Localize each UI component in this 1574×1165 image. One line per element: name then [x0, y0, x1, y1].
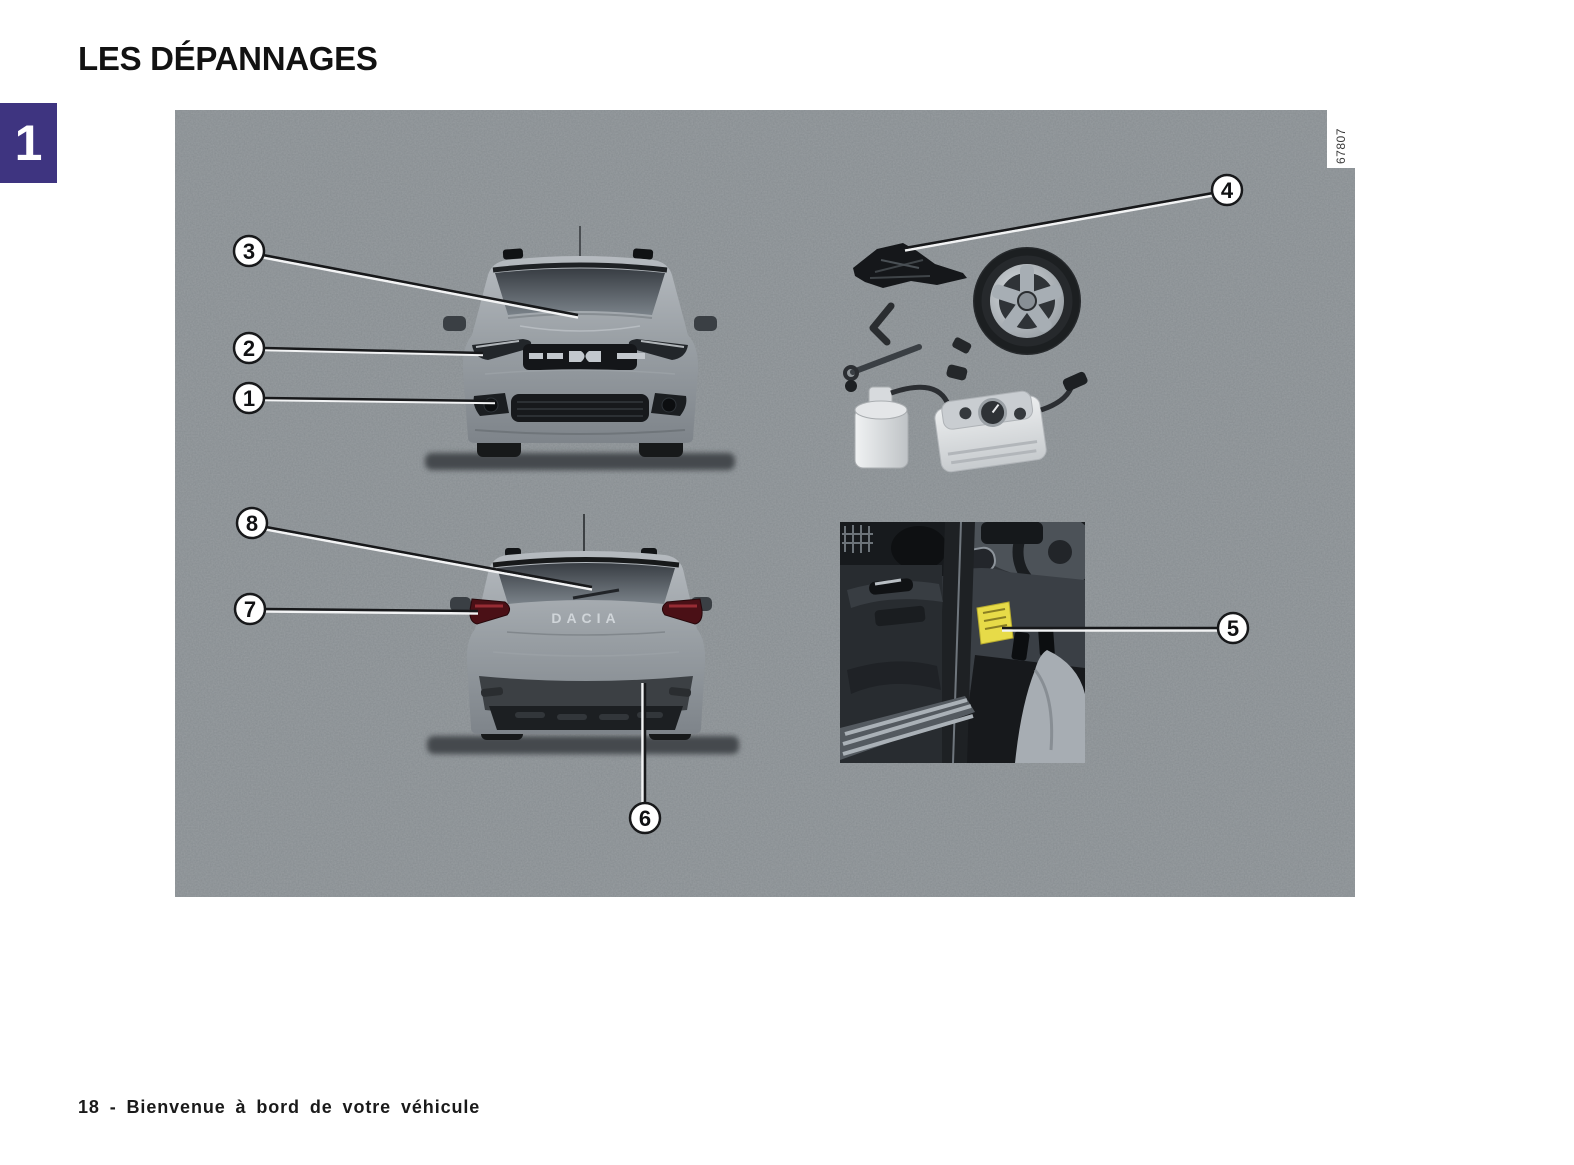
- callout-7-label: 7: [243, 597, 257, 622]
- tyre-compressor-illustration: [933, 389, 1048, 473]
- callout-5-label: 5: [1226, 616, 1240, 641]
- callout-1-label: 1: [242, 386, 256, 411]
- spare-wheel-illustration: [973, 247, 1081, 355]
- roof-rail-left: [503, 248, 524, 259]
- rear-mirror-left: [450, 597, 471, 611]
- roof-rail-right: [633, 248, 654, 259]
- chapter-number: 1: [14, 115, 43, 171]
- chapter-tab: [0, 103, 57, 183]
- page-footer: 18 - Bienvenue à bord de votre véhicule: [78, 1097, 481, 1117]
- callout-2-label: 2: [242, 336, 256, 361]
- front-windshield: [495, 269, 665, 316]
- callout-8: [237, 508, 267, 538]
- callout-2: [234, 333, 264, 363]
- mirror-right: [694, 316, 717, 331]
- callout-4-label: 4: [1220, 178, 1234, 203]
- callout-1: [234, 383, 264, 413]
- callout-3-label: 3: [242, 239, 256, 264]
- rear-window: [497, 563, 675, 604]
- fuse-box-label: [977, 602, 1013, 644]
- steering-hub: [1048, 540, 1072, 564]
- interior-door-photo: [840, 510, 1102, 763]
- callout-5: [1218, 613, 1248, 643]
- rear-car-shadow: [427, 736, 739, 754]
- callout-4: [1212, 175, 1242, 205]
- headrest: [891, 526, 947, 570]
- front-car-shadow: [425, 453, 735, 470]
- callout-3: [234, 236, 264, 266]
- callout-8-label: 8: [245, 511, 259, 536]
- photo-ref-label: [1327, 110, 1355, 168]
- instrument-cluster: [981, 522, 1043, 544]
- figure-panel: [175, 110, 1355, 897]
- fog-lamp-right: [662, 398, 676, 412]
- page-title: LES DÉPANNAGES: [78, 40, 378, 77]
- photo-ref-number: 67807: [1334, 128, 1348, 164]
- callout-6: [630, 803, 660, 833]
- callout-7: [235, 594, 265, 624]
- troubleshooting-figure: [175, 110, 1355, 897]
- callout-6-label: 6: [638, 806, 652, 831]
- mirror-left: [443, 316, 466, 331]
- asphalt-background: [175, 110, 1355, 897]
- rear-badge-text: DACIA: [551, 610, 621, 626]
